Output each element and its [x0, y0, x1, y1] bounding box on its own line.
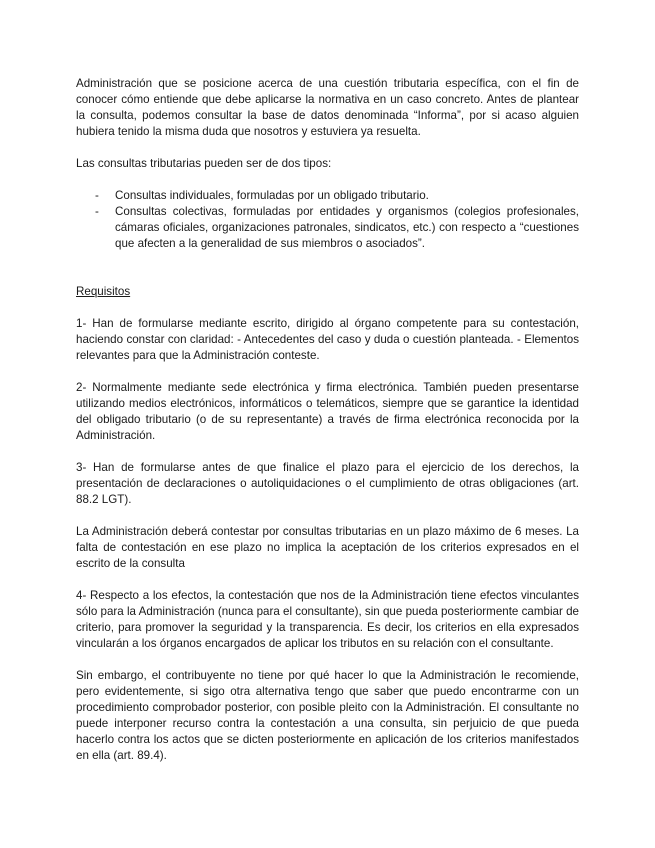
paragraph-requirement-2: 2- Normalmente mediante sede electrónica y firma electrónica. También pueden presentarse utilizando medios electrónicos, informáticos o telemáticos, siempre que se garantice la identidad del obligado tributario (o de su representante) a través de firma electrónica reconocida por la Administración. — [76, 381, 579, 442]
spacer — [76, 252, 579, 284]
document-page — [76, 76, 579, 764]
paragraph-requirement-4: 4- Respecto a los efectos, la contestación que nos de la Administración tiene efectos vinculantes sólo para la Administración (nunca para el consultante), sin que pueda posteriormente cambiar de criterio, para promover la seguridad y la transparencia. Es decir, los criterios en ella expresados vincularán a los órganos encargados de aplicar los tributos en su relación con el consultante. — [76, 589, 579, 650]
list-item — [76, 188, 579, 204]
bullet-dash: - — [95, 189, 99, 202]
spacer — [76, 364, 579, 380]
bullet-dash: - — [95, 205, 99, 218]
paragraph-requirement-3: 3- Han de formularse antes de que finalice el plazo para el ejercicio de los derechos, la presentación de declaraciones o autoliquidaciones o el cumplimiento de otras obligaciones (art. 88.2 LGT). — [76, 461, 579, 506]
paragraph-types: Las consultas tributarias pueden ser de dos tipos: — [76, 157, 332, 170]
spacer — [76, 652, 579, 668]
spacer — [76, 300, 579, 316]
paragraph-intro: Administración que se posicione acerca de una cuestión tributaria específica, con el fin de conocer cómo entiende que debe aplicarse la normativa en un caso concreto. Antes de plantear la consulta, podemos consultar la base de datos denominada “Informa”, por si acaso alguien hubiera tenido la misma duda que nosotros y estuviera ya resuelta. — [76, 77, 579, 138]
list-item-text: Consultas individuales, formuladas por un obligado tributario. — [115, 189, 429, 202]
spacer — [76, 508, 579, 524]
paragraph-final: Sin embargo, el contribuyente no tiene por qué hacer lo que la Administración le recomiende, pero evidentemente, si sigo otra alternativa tengo que saber que puedo encontrarme con un procedimiento comprobador posterior, con posible pleito con la Administración. El consultante no puede interponer recurso contra la contestación a una consulta, sin perjuicio de que pueda hacerlo contra los actos que se dicten posteriormente en aplicación de los criterios manifestados en ella (art. 89.4). — [76, 669, 579, 762]
list-item — [76, 204, 579, 252]
spacer — [76, 140, 579, 156]
spacer — [76, 444, 579, 460]
list-item-text: Consultas colectivas, formuladas por entidades y organismos (colegios profesionales, cámaras oficiales, organizaciones patronales, sindicatos, etc.) con respecto a “cuestiones que afecten a la generalidad de sus miembros o asociados”. — [115, 205, 579, 250]
section-heading-requisitos: Requisitos — [76, 285, 131, 298]
paragraph-requirement-1: 1- Han de formularse mediante escrito, dirigido al órgano competente para su contestación, haciendo constar con claridad: - Antecedentes del caso y duda o cuestión planteada. - Elementos relevantes para que la Administración conteste. — [76, 317, 579, 362]
consultation-types-list — [76, 188, 579, 252]
spacer — [76, 172, 579, 188]
spacer — [76, 572, 579, 588]
paragraph-deadline: La Administración deberá contestar por consultas tributarias en un plazo máximo de 6 meses. La falta de contestación en ese plazo no implica la aceptación de los criterios expresados en el escrito de la consulta — [76, 525, 579, 570]
